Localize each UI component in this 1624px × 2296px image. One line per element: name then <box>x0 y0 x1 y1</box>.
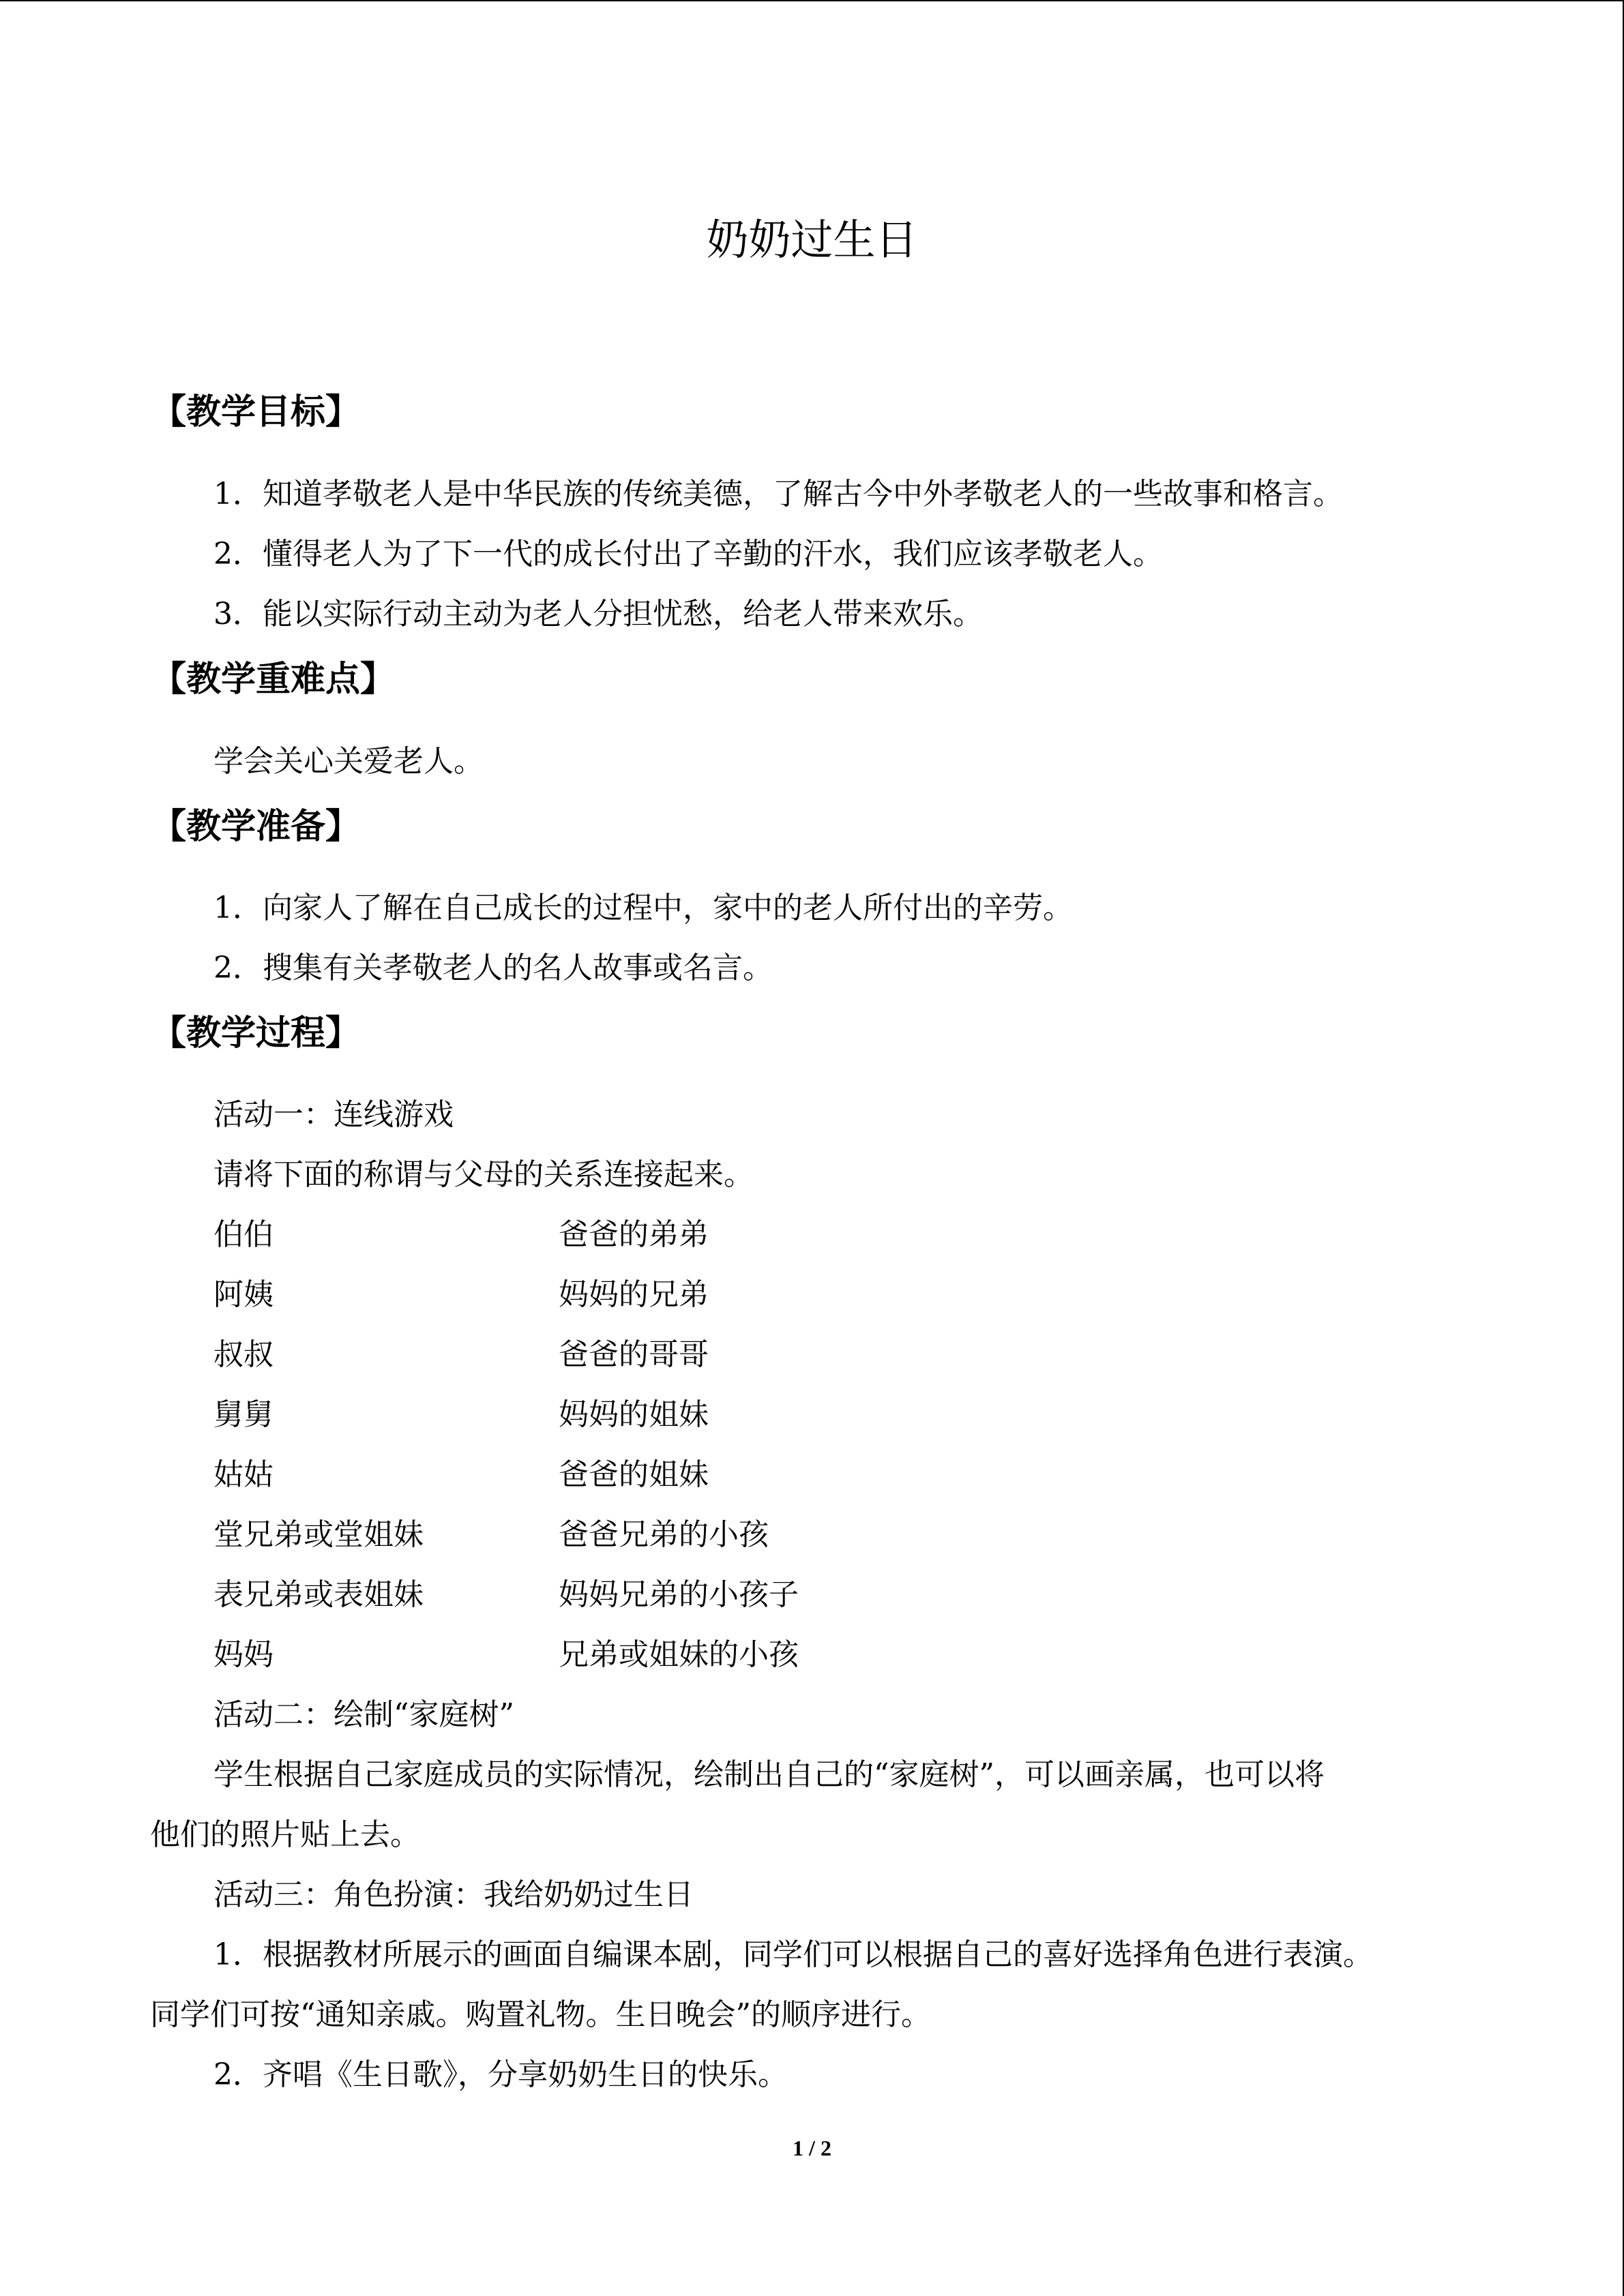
match-relation: 兄弟或姐妹的小孩 <box>559 1637 799 1672</box>
activity3-title: 活动三：角色扮演：我给奶奶过生日 <box>213 1877 694 1912</box>
match-term: 表兄弟或表姐妹 <box>213 1577 424 1612</box>
match-relation: 妈妈的姐妹 <box>559 1397 709 1432</box>
match-term: 姑姑 <box>213 1457 274 1492</box>
section-heading-key-points: 【教学重难点】 <box>151 659 396 700</box>
activity1-instruction: 请将下面的称谓与父母的关系连接起来。 <box>213 1157 754 1192</box>
activity3-item1-line1: 1．根据教材所展示的画面自编课本剧，同学们可以根据自己的喜好选择角色进行表演。 <box>213 1937 1373 1972</box>
match-term: 伯伯 <box>213 1217 274 1252</box>
match-relation: 爸爸的哥哥 <box>559 1337 709 1372</box>
match-relation: 爸爸的弟弟 <box>559 1217 709 1252</box>
document-title: 奶奶过生日 <box>706 215 918 265</box>
activity2-text-line1: 学生根据自己家庭成员的实际情况，绘制出自己的“家庭树”，可以画亲属，也可以将 <box>213 1757 1325 1792</box>
activity2-text-line2: 他们的照片贴上去。 <box>150 1817 420 1852</box>
activity3-item1-line2: 同学们可按“通知亲戚。购置礼物。生日晚会”的顺序进行。 <box>150 1997 931 2032</box>
section-heading-process: 【教学过程】 <box>151 1013 361 1054</box>
key-points-text: 学会关心关爱老人。 <box>213 744 484 779</box>
goal-item-1: 1．知道孝敬老人是中华民族的传统美德，了解古今中外孝敬老人的一些故事和格言。 <box>213 477 1343 511</box>
match-term: 堂兄弟或堂姐妹 <box>213 1517 424 1552</box>
activity3-item2: 2．齐唱《生日歌》，分享奶奶生日的快乐。 <box>213 2057 788 2092</box>
goal-item-3: 3．能以实际行动主动为老人分担忧愁，给老人带来欢乐。 <box>213 597 983 631</box>
match-relation: 爸爸兄弟的小孩 <box>559 1517 769 1552</box>
match-relation: 妈妈兄弟的小孩子 <box>559 1577 799 1612</box>
match-relation: 妈妈的兄弟 <box>559 1277 709 1312</box>
match-term: 阿姨 <box>213 1277 274 1312</box>
prep-item-1: 1．向家人了解在自己成长的过程中，家中的老人所付出的辛劳。 <box>213 891 1073 925</box>
section-heading-preparation: 【教学准备】 <box>151 807 361 847</box>
goal-item-2: 2．懂得老人为了下一代的成长付出了辛勤的汗水，我们应该孝敬老人。 <box>213 537 1163 571</box>
match-term: 舅舅 <box>213 1397 274 1432</box>
section-heading-goals: 【教学目标】 <box>151 392 361 432</box>
match-relation: 爸爸的姐妹 <box>559 1457 709 1492</box>
activity1-title: 活动一：连线游戏 <box>213 1097 454 1132</box>
match-term: 妈妈 <box>213 1637 274 1672</box>
activity2-title: 活动二：绘制“家庭树” <box>213 1697 514 1732</box>
prep-item-2: 2．搜集有关孝敬老人的名人故事或名言。 <box>213 951 773 985</box>
page-number: 1 / 2 <box>793 2136 831 2160</box>
match-term: 叔叔 <box>213 1337 274 1372</box>
